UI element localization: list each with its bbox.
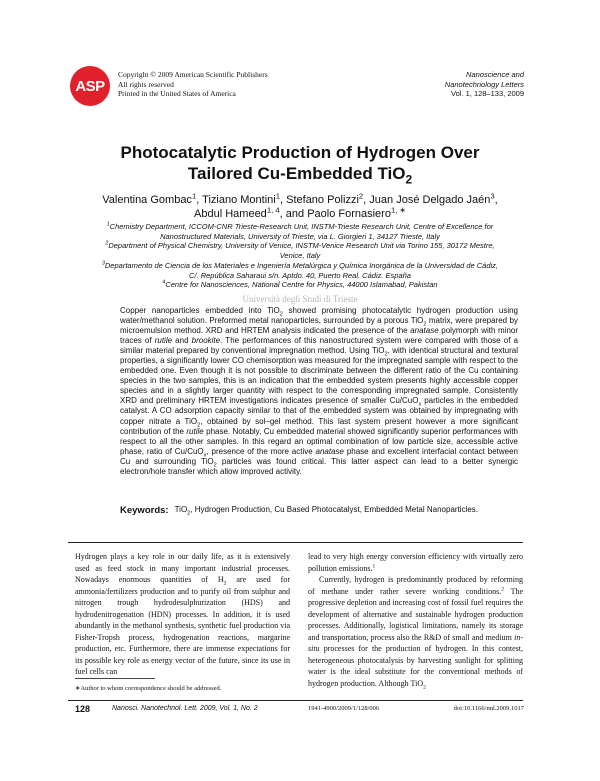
keywords-list: TiO$_2$, Hydrogen Production, Cu Based Photocatalyst, Embedded Metal Nanoparticles. [174, 505, 479, 517]
author[interactable]: Stefano Polizzi [286, 194, 359, 206]
reference-link[interactable]: 2 [501, 585, 505, 592]
divider [68, 542, 523, 543]
affiliations [100, 222, 500, 290]
author-list: Valentina Gombac$^1$, Tiziano Montini$^1$, Stefano Polizzi$^2$, Juan José Delgado Jaén$^3$, Abdul Hameed$^{1, 4}$, and Paolo Fornasiero$^{1, ∗}$ [102, 191, 498, 220]
abstract: Copper nanoparticles embedded into TiO$_2$ showed promising photocatalytic hydrogen production using water/methanol solution. Preformed metal nanoparticles, surrounded by a porous TiO$_2$ matrix, were prepared by microemulsion method. XRD and HRTEM analysis indicated the presence of the anatase polymorph with minor traces of rutile and brookite. The performances of this nanostructured system were compared with those of a similar material prepared by conventional impregnation method. Using TiO$_2$, with identical structural and textural properties, a significantly lower CO chemisorption was measured for the impregnated sample with respect to the embedded one. Even though it is not possible to discriminate between the different ratio of the Cu containing species in the two samples, this is an indication that the embedded system presents highly accessible copper species and in a slightly larger quantity with respect to the corresponding impregnated sample. Consistently XRD and preliminary HRTEM investigations indicates presence of smaller Cu/CuO$_x$ particles in the embedded catalyst. A CO adsorption capacity similar to that of the embedded system was obtained by impregnating with copper nitrate a TiO$_2$, obtained by sol–gel method. This last system present however a more significant contribution of the rutile phase. Notably, Cu embedded material showed significantly superior performances with respect to all the other samples. In this regard an optimal combination of low particle size, accessible active phase, ratio of Cu/CuO$_x$, presence of the more active anatase phase and excellent interfacial contact between Cu and surrounding TiO$_2$ particles was found critical. This latter aspect can lead to a better synergic electron/hole transfer which allow improved activity. [120, 306, 519, 476]
author[interactable]: Abdul Hameed [194, 208, 267, 220]
publisher-logo [70, 66, 110, 106]
paragraph: Currently, hydrogen is predominantly produced by reforming of methane under rather severe working conditions.$^2$ The progressive depletion and increasing cost of fossil fuel requires the development of alternative and sustainable hydrogen production processes. Additionally, logistical limitations, namely its storage and transportation, process also the R&D of small and medium in-situ processes for the production of hydrogen. In this contest, heterogeneous photocatalysis by harvesting sunlight for splitting water is the ideal substitute for the conventional methods of hydrogen production. Although TiO$_2$ [308, 575, 524, 691]
title-line1: Photocatalytic Production of Hydrogen Over [120, 143, 480, 162]
doi-link[interactable]: doi:10.1166/nnl.2009.1017 [453, 705, 524, 712]
affiliation: $^2$Department of Physical Chemistry, University of Venice, INSTM-Venice Research Unit via Torino 155, 30172 Mestre, Venice, Italy [105, 240, 495, 261]
copyright-line: Copyright © 2009 American Scientific Publishers [118, 70, 268, 79]
logo-text: ASP [75, 77, 105, 95]
page-number: 128 [75, 704, 91, 714]
journal-volume: Vol. 1, 128–133, 2009 [451, 89, 524, 98]
journal-name-line1: Nanoscience and [466, 70, 524, 79]
paragraph: Hydrogen plays a key role in our daily life, as it is extensively used as feed stock in many important industrial processes. Nowadays enormous quantities of $H_2$ are used for ammonia/fertilizers production and to purify oil from sulphur and nitrogen trough hydrodesulphurization (HDS) and hydrodenitrogenation (HDN) processes. In addition, it is used abundantly in the methanol synthesis, synthetic fuel production via Fisher-Tropsh process, hydrogenation reactions, margarine production, etc. Furthermore, there are immense expectations for its possible key role as energy vector of the future, since its use in fuel cells can [75, 552, 290, 676]
affiliation: $^3$Departamento de Ciencia de los Materiales e Ingeniería Metalúrgica y Química Inorgánica de la Universidad de Cádiz, C/. República Saharaui s/n. Aptdo. 40, Puerto Real. Cádiz. España [101, 260, 499, 280]
body-column-right [308, 551, 523, 689]
footer-divider [68, 700, 523, 701]
paragraph: lead to very high energy conversion efficiency with virtually zero pollution emissions.$^1$ [308, 552, 523, 573]
keywords-label: Keywords: [120, 505, 169, 516]
author[interactable]: Juan José Delgado Jaén [369, 194, 491, 206]
affiliation: $^1$Chemistry Department, ICCOM-CNR Trieste-Research Unit, INSTM-Trieste Research Unit, Centre of Excellence for Nanostructured Materials, University of Trieste, via L. Giorgieri 1, 34127 Trieste, Italy [106, 221, 494, 241]
rights-line: All rights reserved [118, 79, 174, 89]
journal-name-line2: Nanotechnology Letters [444, 79, 524, 89]
article-title [60, 142, 540, 187]
keywords [120, 505, 518, 516]
footnote: ∗Author to whom correspondence should be addressed. [75, 685, 222, 692]
author[interactable]: Paolo Fornasiero [307, 208, 391, 220]
author[interactable]: Tiziano Montini [202, 194, 276, 206]
title-line2: Tailored Cu-Embedded TiO$_2$ [187, 164, 413, 187]
printed-line: Printed in the United States of America [118, 89, 236, 98]
footnote-divider [75, 678, 155, 679]
affiliation: $^4$Centre for Nanosciences, National Centre for Physics, 44000 Islamabad, Pakistan [162, 279, 438, 290]
copyright-block [118, 70, 268, 99]
journal-info [445, 70, 524, 99]
citation: Nanosci. Nanotechnol. Lett. 2009, Vol. 1, No. 2 [112, 705, 258, 712]
reference-link[interactable]: 1 [372, 562, 376, 569]
author[interactable]: Valentina Gombac [102, 194, 192, 206]
issn: 1941-4900/2009/1/128/006 [308, 705, 380, 712]
watermark: Università degli Studi di Trieste [242, 294, 358, 304]
body-column-left [75, 551, 290, 678]
